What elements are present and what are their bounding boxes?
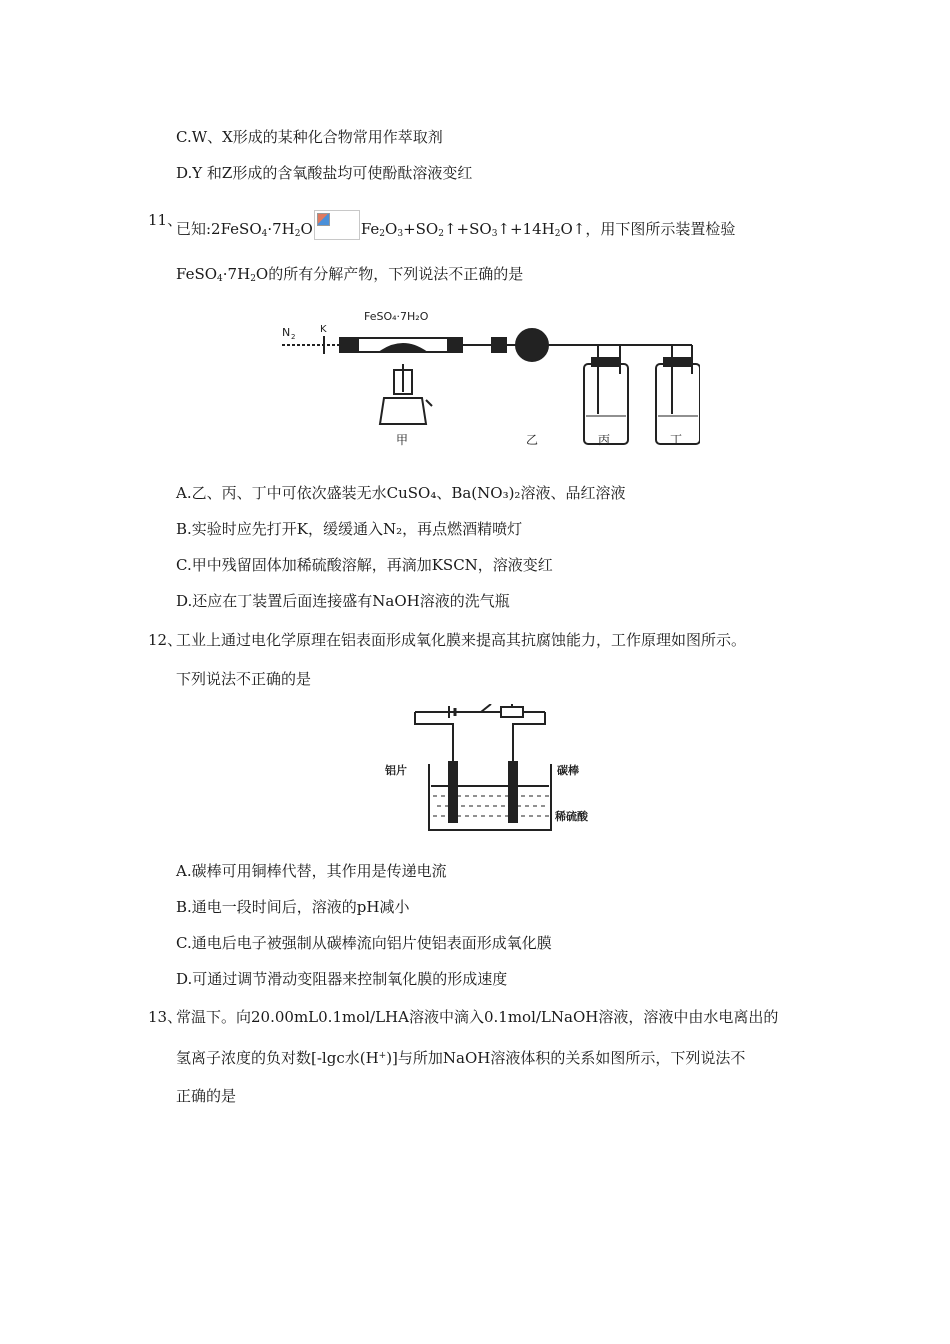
q12-option-b: B.通电一段时间后，溶液的pH减小 xyxy=(176,898,410,916)
q11-number: 11、 xyxy=(148,211,183,229)
q12-stem-line1: 工业上通过电化学原理在铝表面形成氧化膜来提高其抗腐蚀能力，工作原理如图所示。 xyxy=(176,631,747,649)
svg-text:2: 2 xyxy=(291,333,296,341)
q11-option-a: A.乙、丙、丁中可依次盛装无水CuSO₄、Ba(NO₃)₂溶液、品红溶液 xyxy=(176,484,626,502)
q13-stem-line2-prefix: 氢离子浓度的负对数[-lgc水(H xyxy=(176,1049,379,1067)
q12-stem-line2: 下列说法不正确的是 xyxy=(176,670,312,688)
k-label: K xyxy=(320,324,327,335)
q11-option-c: C.甲中残留固体加稀硫酸溶解，再滴加KSCN，溶液变红 xyxy=(176,556,553,574)
q12-number: 12、 xyxy=(148,631,183,649)
q10-option-d: D.Y 和Z形成的含氧酸盐均可使酚酞溶液变红 xyxy=(176,164,473,182)
q11-option-b: B.实验时应先打开K，缓缓通入N₂，再点燃酒精喷灯 xyxy=(176,520,523,538)
q12-electrolysis-figure xyxy=(385,704,600,836)
q11-stem-line1: 已知$:2FeSO_4\cdot 7H_2O$ $Fe_2O_3+SO_2↑+SO_3↑+14H_2O↑$，用下图所示装置检验 xyxy=(176,210,735,244)
q11-stem-line2: $FeSO_4\cdot 7H_2O$的所有分解产物，下列说法不正确的是 xyxy=(176,265,524,284)
q13-number: 13、 xyxy=(148,1008,183,1026)
dilute-acid-label: 稀硫酸 xyxy=(555,810,588,823)
q11-stem-tail: ，用下图所示装置检验 xyxy=(585,220,736,238)
q13-stem-line2: 氢离子浓度的负对数[-lgc水(H+)]与所加NaOH溶液体积的关系如图所示，下列说法不 xyxy=(176,1049,746,1067)
yi-label: 乙 xyxy=(526,433,539,447)
q10-option-c: C.W、X形成的某种化合物常用作萃取剂 xyxy=(176,128,443,146)
q13-stem-line2-suffix: )]与所加NaOH溶液体积的关系如图所示，下列说法不 xyxy=(386,1049,746,1067)
q13-stem-line1: 常温下。向20.00mL0.1mol/LHA溶液中滴入0.1mol/LNaOH溶液，溶液中由水电离出的 xyxy=(176,1008,779,1026)
ding-label: 丁 xyxy=(670,433,683,447)
q11-option-d: D.还应在丁装置后面连接盛有NaOH溶液的洗气瓶 xyxy=(176,592,510,610)
bing-label: 丙 xyxy=(598,433,611,447)
q13-stem-line3: 正确的是 xyxy=(176,1087,237,1105)
q11-stem-line2-tail: 的所有分解产物，下列说法不正确的是 xyxy=(268,265,524,283)
al-plate-label: 铝片 xyxy=(385,764,407,777)
q12-option-a: A.碳棒可用铜棒代替，其作用是传递电流 xyxy=(176,862,447,880)
broken-image-icon xyxy=(314,210,360,240)
q12-option-d: D.可通过调节滑动变阻器来控制氧化膜的形成速度 xyxy=(176,970,508,988)
carbon-rod-label: 碳棒 xyxy=(557,764,579,777)
n2-label: N xyxy=(282,326,291,339)
q11-apparatus-figure xyxy=(280,296,700,448)
q12-option-c: C.通电后电子被强制从碳棒流向铝片使铝表面形成氧化膜 xyxy=(176,934,552,952)
jia-label: 甲 xyxy=(396,433,409,447)
q11-stem-prefix: 已知:2FeSO xyxy=(176,220,262,238)
compound-label: FeSO₄·7H₂O xyxy=(364,310,429,323)
